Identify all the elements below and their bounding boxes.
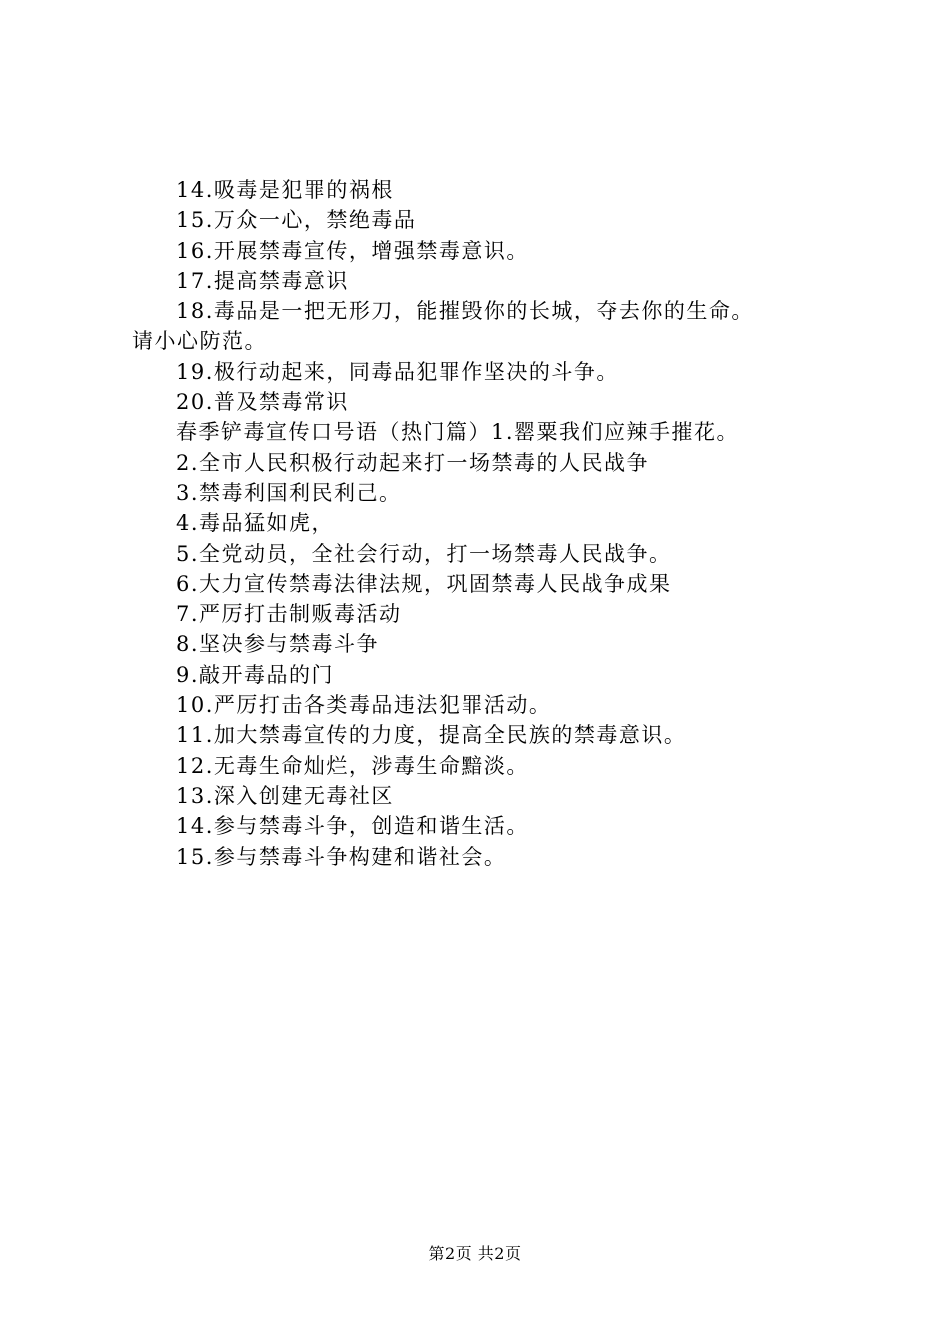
text-line: 6.大力宣传禁毒法律法规，巩固禁毒人民战争成果 bbox=[176, 571, 672, 596]
text-line: 4.毒品猛如虎， bbox=[176, 511, 335, 536]
text-line: 20.普及禁毒常识 bbox=[176, 390, 349, 415]
text-line: 9.敲开毒品的门 bbox=[176, 662, 335, 687]
text-line: 18.毒品是一把无形刀，能摧毁你的长城，夺去你的生命。 bbox=[176, 299, 754, 324]
text-line: 2.全市人民积极行动起来打一场禁毒的人民战争 bbox=[176, 450, 650, 475]
text-line: 14.吸毒是犯罪的祸根 bbox=[176, 178, 394, 202]
text-line: 15.万众一心，禁绝毒品 bbox=[176, 208, 417, 233]
text-line: 12.无毒生命灿烂，涉毒生命黯淡。 bbox=[176, 753, 529, 778]
section-heading-line: 春季铲毒宣传口号语（热门篇）1.罂粟我们应辣手摧花。 bbox=[176, 420, 740, 445]
text-line: 17.提高禁毒意识 bbox=[176, 268, 349, 293]
text-line: 5.全党动员，全社会行动，打一场禁毒人民战争。 bbox=[176, 541, 672, 566]
document-body bbox=[132, 175, 852, 872]
text-line: 8.坚决参与禁毒斗争 bbox=[176, 632, 380, 657]
text-line-continuation: 请小心防范。 bbox=[132, 329, 267, 354]
text-line: 19.极行动起来，同毒品犯罪作坚决的斗争。 bbox=[176, 359, 619, 384]
text-line: 10.严厉打击各类毒品违法犯罪活动。 bbox=[176, 693, 552, 718]
text-line: 7.严厉打击制贩毒活动 bbox=[176, 602, 402, 627]
text-line: 14.参与禁毒斗争，创造和谐生活。 bbox=[176, 814, 529, 839]
text-line: 15.参与禁毒斗争构建和谐社会。 bbox=[176, 844, 507, 869]
text-line: 11.加大禁毒宣传的力度，提高全民族的禁毒意识。 bbox=[176, 723, 687, 748]
page-number-footer: 第2页 共2页 bbox=[428, 1244, 522, 1263]
text-line: 3.禁毒利国利民利己。 bbox=[176, 480, 402, 505]
text-line: 13.深入创建无毒社区 bbox=[176, 783, 394, 808]
text-line: 16.开展禁毒宣传，增强禁毒意识。 bbox=[176, 238, 529, 263]
